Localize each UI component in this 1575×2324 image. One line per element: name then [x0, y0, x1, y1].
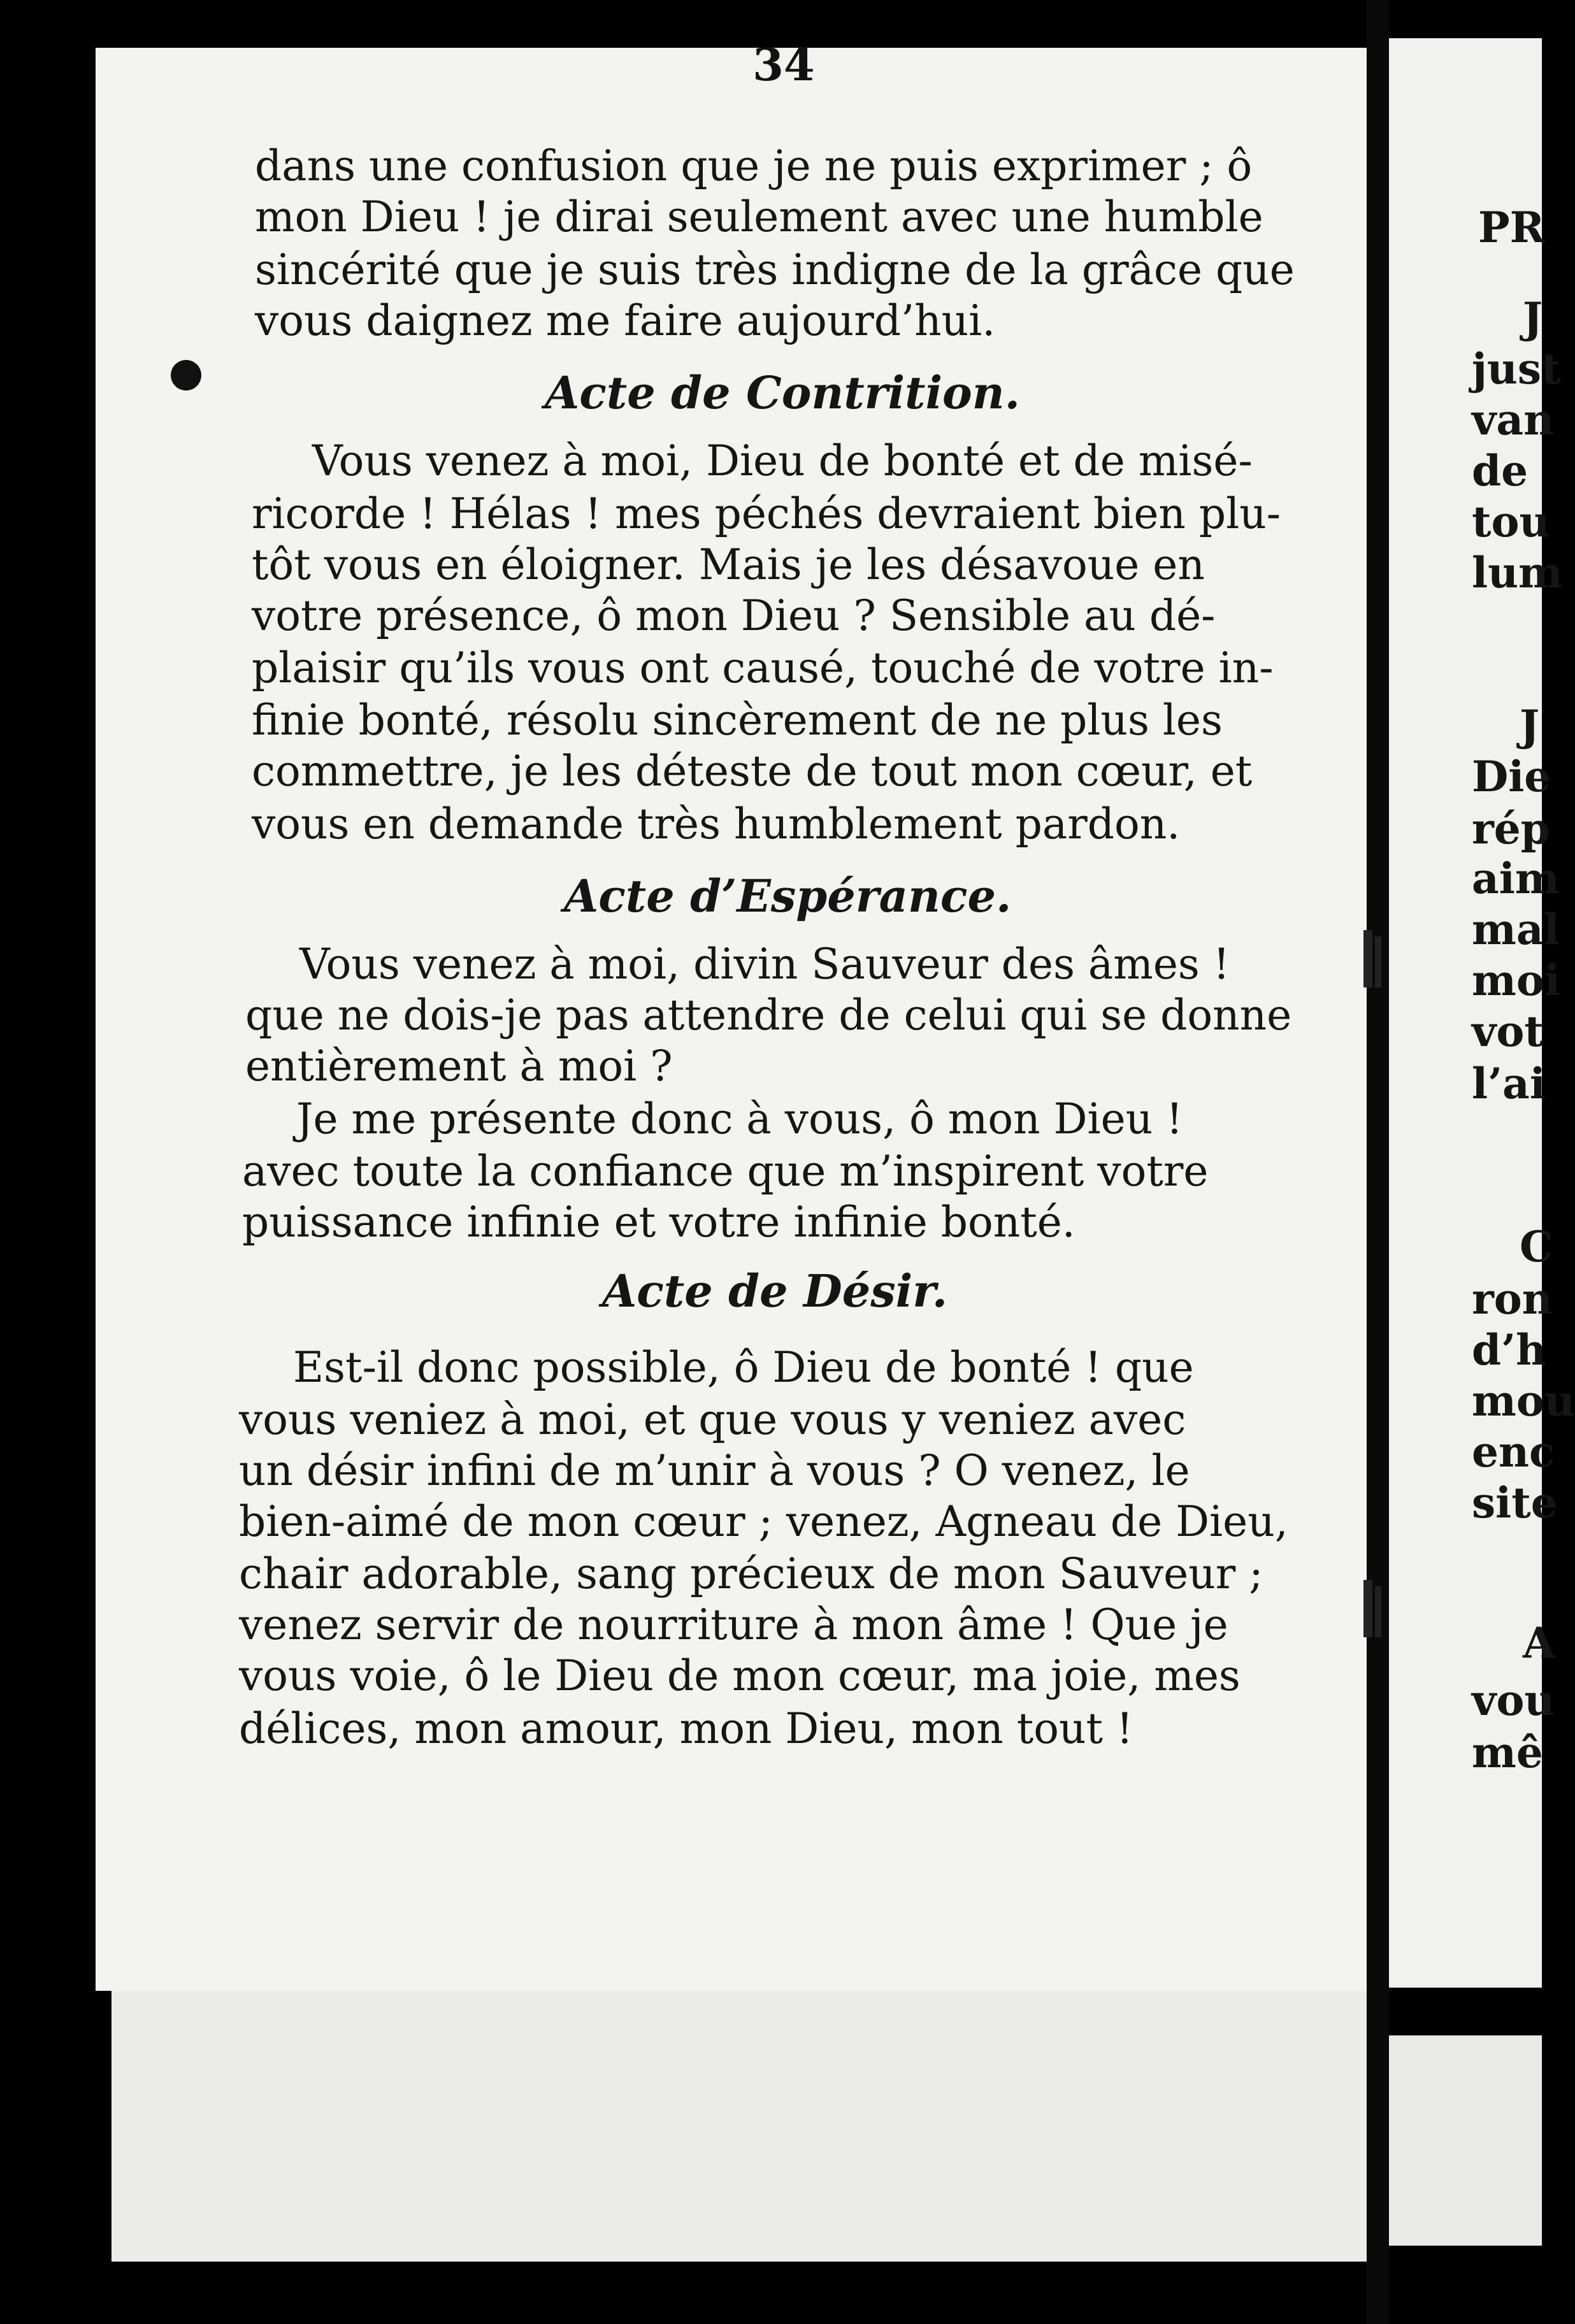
right-page-fragment: lum: [1472, 548, 1563, 598]
text-line: finie bonté, résolu sincèrement de ne plus les: [252, 696, 1223, 745]
section-heading: Acte de Désir.: [602, 1265, 948, 1317]
right-page-fragment: A: [1523, 1618, 1556, 1668]
text-line: Je me présente donc à vous, ô mon Dieu !: [296, 1094, 1183, 1144]
section-heading: Acte d’Espérance.: [564, 870, 1012, 922]
text-line: mon Dieu ! je dirai seulement avec une humble: [255, 192, 1263, 241]
right-page-fragment: vou: [1472, 1675, 1555, 1725]
right-page-fragment: l’ai: [1472, 1059, 1546, 1108]
book-gutter: [1367, 0, 1389, 2324]
right-page-fragment: tou: [1472, 497, 1550, 547]
right-page-fragment: C: [1520, 1222, 1553, 1272]
text-line: ricorde ! Hélas ! mes péchés devraient bien plu-: [252, 489, 1281, 538]
section-heading: Acte de Contrition.: [545, 366, 1021, 419]
right-page-fragment: rép: [1472, 804, 1550, 854]
text-line: vous daignez me faire aujourd’hui.: [255, 296, 996, 345]
margin-mark: [1363, 1580, 1372, 1637]
text-line: vous voie, ô le Dieu de mon cœur, ma joie, mes: [239, 1651, 1241, 1700]
text-line: venez servir de nourriture à mon âme ! Que je: [239, 1600, 1228, 1649]
right-page-fragment: PR: [1478, 203, 1545, 252]
text-line: tôt vous en éloigner. Mais je les désavoue en: [252, 540, 1205, 589]
right-page-fragment: J: [1523, 293, 1543, 343]
right-page-bottom: [1389, 2035, 1542, 2246]
right-page-fragment: de: [1472, 446, 1528, 496]
right-page-fragment: ron: [1472, 1274, 1553, 1324]
margin-mark: [1363, 930, 1372, 987]
left-page-bottom-fold: [111, 1991, 1379, 2262]
text-line: sincérité que je suis très indigne de la grâce que: [255, 245, 1295, 294]
text-line: vous en demande très humblement pardon.: [252, 800, 1181, 849]
margin-mark: [1375, 1586, 1381, 1637]
right-page-fragment: enc: [1472, 1427, 1555, 1477]
right-page-fragment: J: [1520, 701, 1540, 750]
right-page-fragment: vot: [1472, 1007, 1544, 1056]
text-line: commettre, je les déteste de tout mon cœur, et: [252, 747, 1253, 796]
text-line: chair adorable, sang précieux de mon Sauveur ;: [239, 1549, 1263, 1598]
text-line: Vous venez à moi, Dieu de bonté et de misé-: [312, 436, 1253, 485]
text-line: votre présence, ô mon Dieu ? Sensible au dé-: [252, 591, 1216, 640]
text-line: bien-aimé de mon cœur ; venez, Agneau de Dieu,: [239, 1497, 1288, 1546]
right-page-fragment: just: [1472, 344, 1561, 394]
page-number: 34: [752, 38, 815, 91]
text-line: puissance infinie et votre infinie bonté.: [242, 1198, 1075, 1247]
right-page-fragment: mal: [1472, 905, 1560, 954]
right-page-fragment: mê: [1472, 1728, 1543, 1777]
right-page-fragment: moi: [1472, 956, 1560, 1005]
text-line: que ne dois-je pas attendre de celui qui se donne: [245, 991, 1292, 1040]
text-line: un désir infini de m’unir à vous ? O venez, le: [239, 1446, 1190, 1495]
text-line: plaisir qu’ils vous ont causé, touché de votre in-: [252, 643, 1274, 692]
text-line: Est-il donc possible, ô Dieu de bonté ! que: [293, 1343, 1194, 1392]
right-page-fragment: van: [1472, 395, 1555, 445]
right-page-fragment: site: [1472, 1478, 1558, 1528]
right-page-fragment: mou: [1472, 1376, 1575, 1426]
text-line: entièrement à moi ?: [245, 1042, 673, 1091]
text-line: dans une confusion que je ne puis exprimer ; ô: [255, 141, 1253, 190]
margin-mark: [1375, 936, 1381, 987]
text-line: délices, mon amour, mon Dieu, mon tout !: [239, 1704, 1133, 1753]
text-line: vous veniez à moi, et que vous y veniez avec: [239, 1395, 1186, 1444]
right-page-fragment: d’h: [1472, 1325, 1547, 1375]
right-page-fragment: Die: [1472, 752, 1551, 801]
text-line: avec toute la confiance que m’inspirent votre: [242, 1147, 1209, 1196]
right-page-fragment: aim: [1472, 854, 1560, 903]
ink-blot: [171, 360, 201, 391]
text-line: Vous venez à moi, divin Sauveur des âmes !: [299, 940, 1230, 989]
